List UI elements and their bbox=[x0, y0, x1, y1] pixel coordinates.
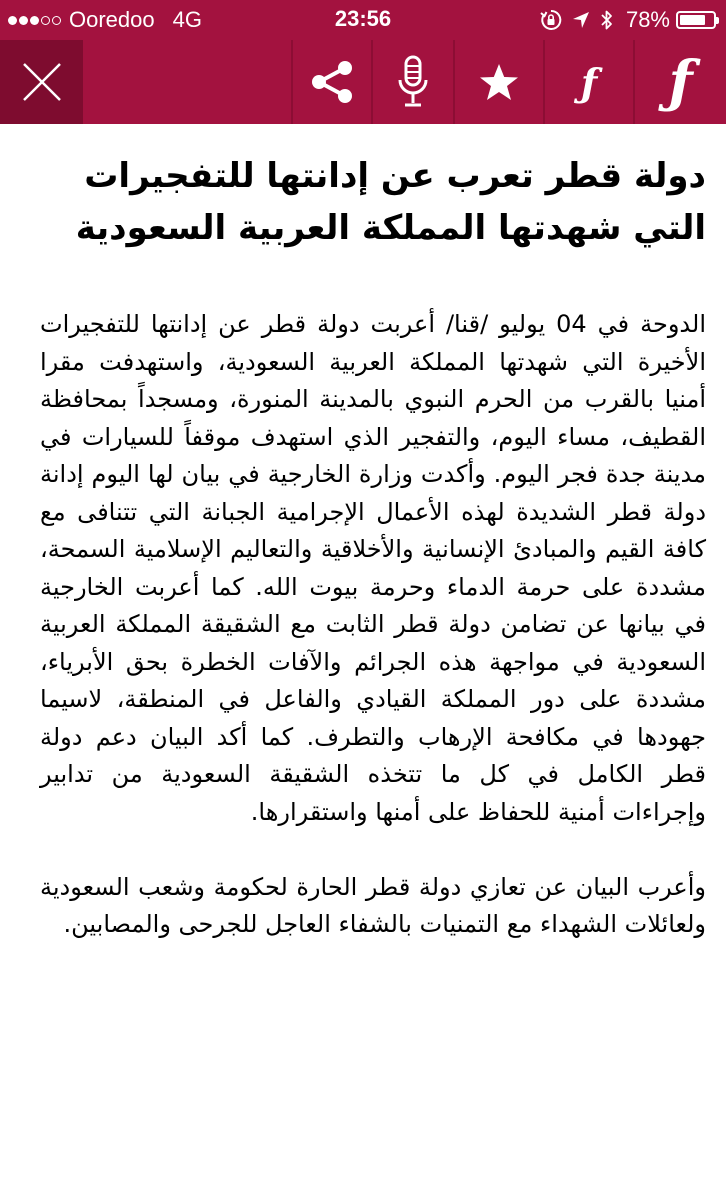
share-button[interactable] bbox=[293, 40, 371, 124]
location-arrow-icon bbox=[572, 11, 590, 29]
article-toolbar bbox=[0, 40, 726, 124]
status-bar bbox=[0, 0, 726, 40]
status-right bbox=[530, 6, 716, 34]
battery-icon bbox=[676, 11, 716, 29]
orientation-lock-icon bbox=[540, 9, 562, 31]
font-large-icon: ƒ bbox=[668, 49, 693, 115]
network-type: 4G bbox=[172, 7, 202, 32]
star-icon bbox=[478, 62, 520, 102]
favorite-button[interactable] bbox=[455, 40, 543, 124]
font-small-icon: ƒ bbox=[580, 59, 598, 105]
close-button[interactable] bbox=[0, 40, 83, 124]
font-decrease-button[interactable] bbox=[545, 40, 633, 124]
listen-button[interactable] bbox=[373, 40, 453, 124]
article-paragraph: الدوحة في 04 يوليو /قنا/ أعربت دولة قطر عن إدانتها للتفجيرات الأخيرة التي شهدتها المملكة العربية السعودية، واستهدفت مقرا أمنيا بالقرب من الحرم النبوي بالمدينة المنورة، ومسجداً بمحافظة القطيف، مساء اليوم، والتفجير الذي استهدف موقفاً للسيارات في مدينة جدة فجر اليوم. وأكدت وزارة الخارجية في بيان لها اليوم إدانة دولة قطر الشديدة لهذه الأعمال الإجرامية الجبانة التي تتنافى مع كافة القيم والمبادئ الإنسانية والأخلاقية والتعاليم الإسلامية السمحة، مشددة على حرمة الدماء وحرمة بيوت الله. كما أعربت الخارجية في بيانها عن تضامن دولة قطر الثابت مع الشقيقة المملكة العربية السعودية في مواجهة هذه الجرائم والآفات الخطرة بحق الأبرياء، مشددة على دور المملكة القيادي والفاعل في المنطقة، لاسيما جهودها في مكافحة الإرهاب والتطرف. كما أكد البيان دعم دولة قطر الكامل في كل ما تتخذه الشقيقة السعودية من تدابير وإجراءات أمنية للحفاظ على أمنها واستقرارها. bbox=[40, 310, 706, 826]
carrier-name: Ooredoo bbox=[69, 7, 155, 32]
bluetooth-icon bbox=[600, 9, 614, 31]
battery-fill bbox=[680, 15, 705, 25]
battery-percentage: 78% bbox=[625, 7, 670, 32]
close-icon bbox=[20, 60, 64, 104]
article-headline: دولة قطر تعرب عن إدانتها للتفجيرات التي شهدتها المملكة العربية السعودية bbox=[75, 156, 706, 248]
article-body bbox=[40, 306, 706, 944]
status-time: 23:56 bbox=[334, 6, 392, 31]
share-icon bbox=[307, 57, 357, 107]
microphone-icon bbox=[396, 54, 430, 110]
article-header bbox=[40, 150, 706, 254]
article-paragraph: وأعرب البيان عن تعازي دولة قطر الحارة لحكومة وشعب السعودية ولعائلات الشهداء مع التمنيات بالشفاء العاجل للجرحى والمصابين. bbox=[40, 872, 706, 938]
font-increase-button[interactable] bbox=[635, 40, 726, 124]
